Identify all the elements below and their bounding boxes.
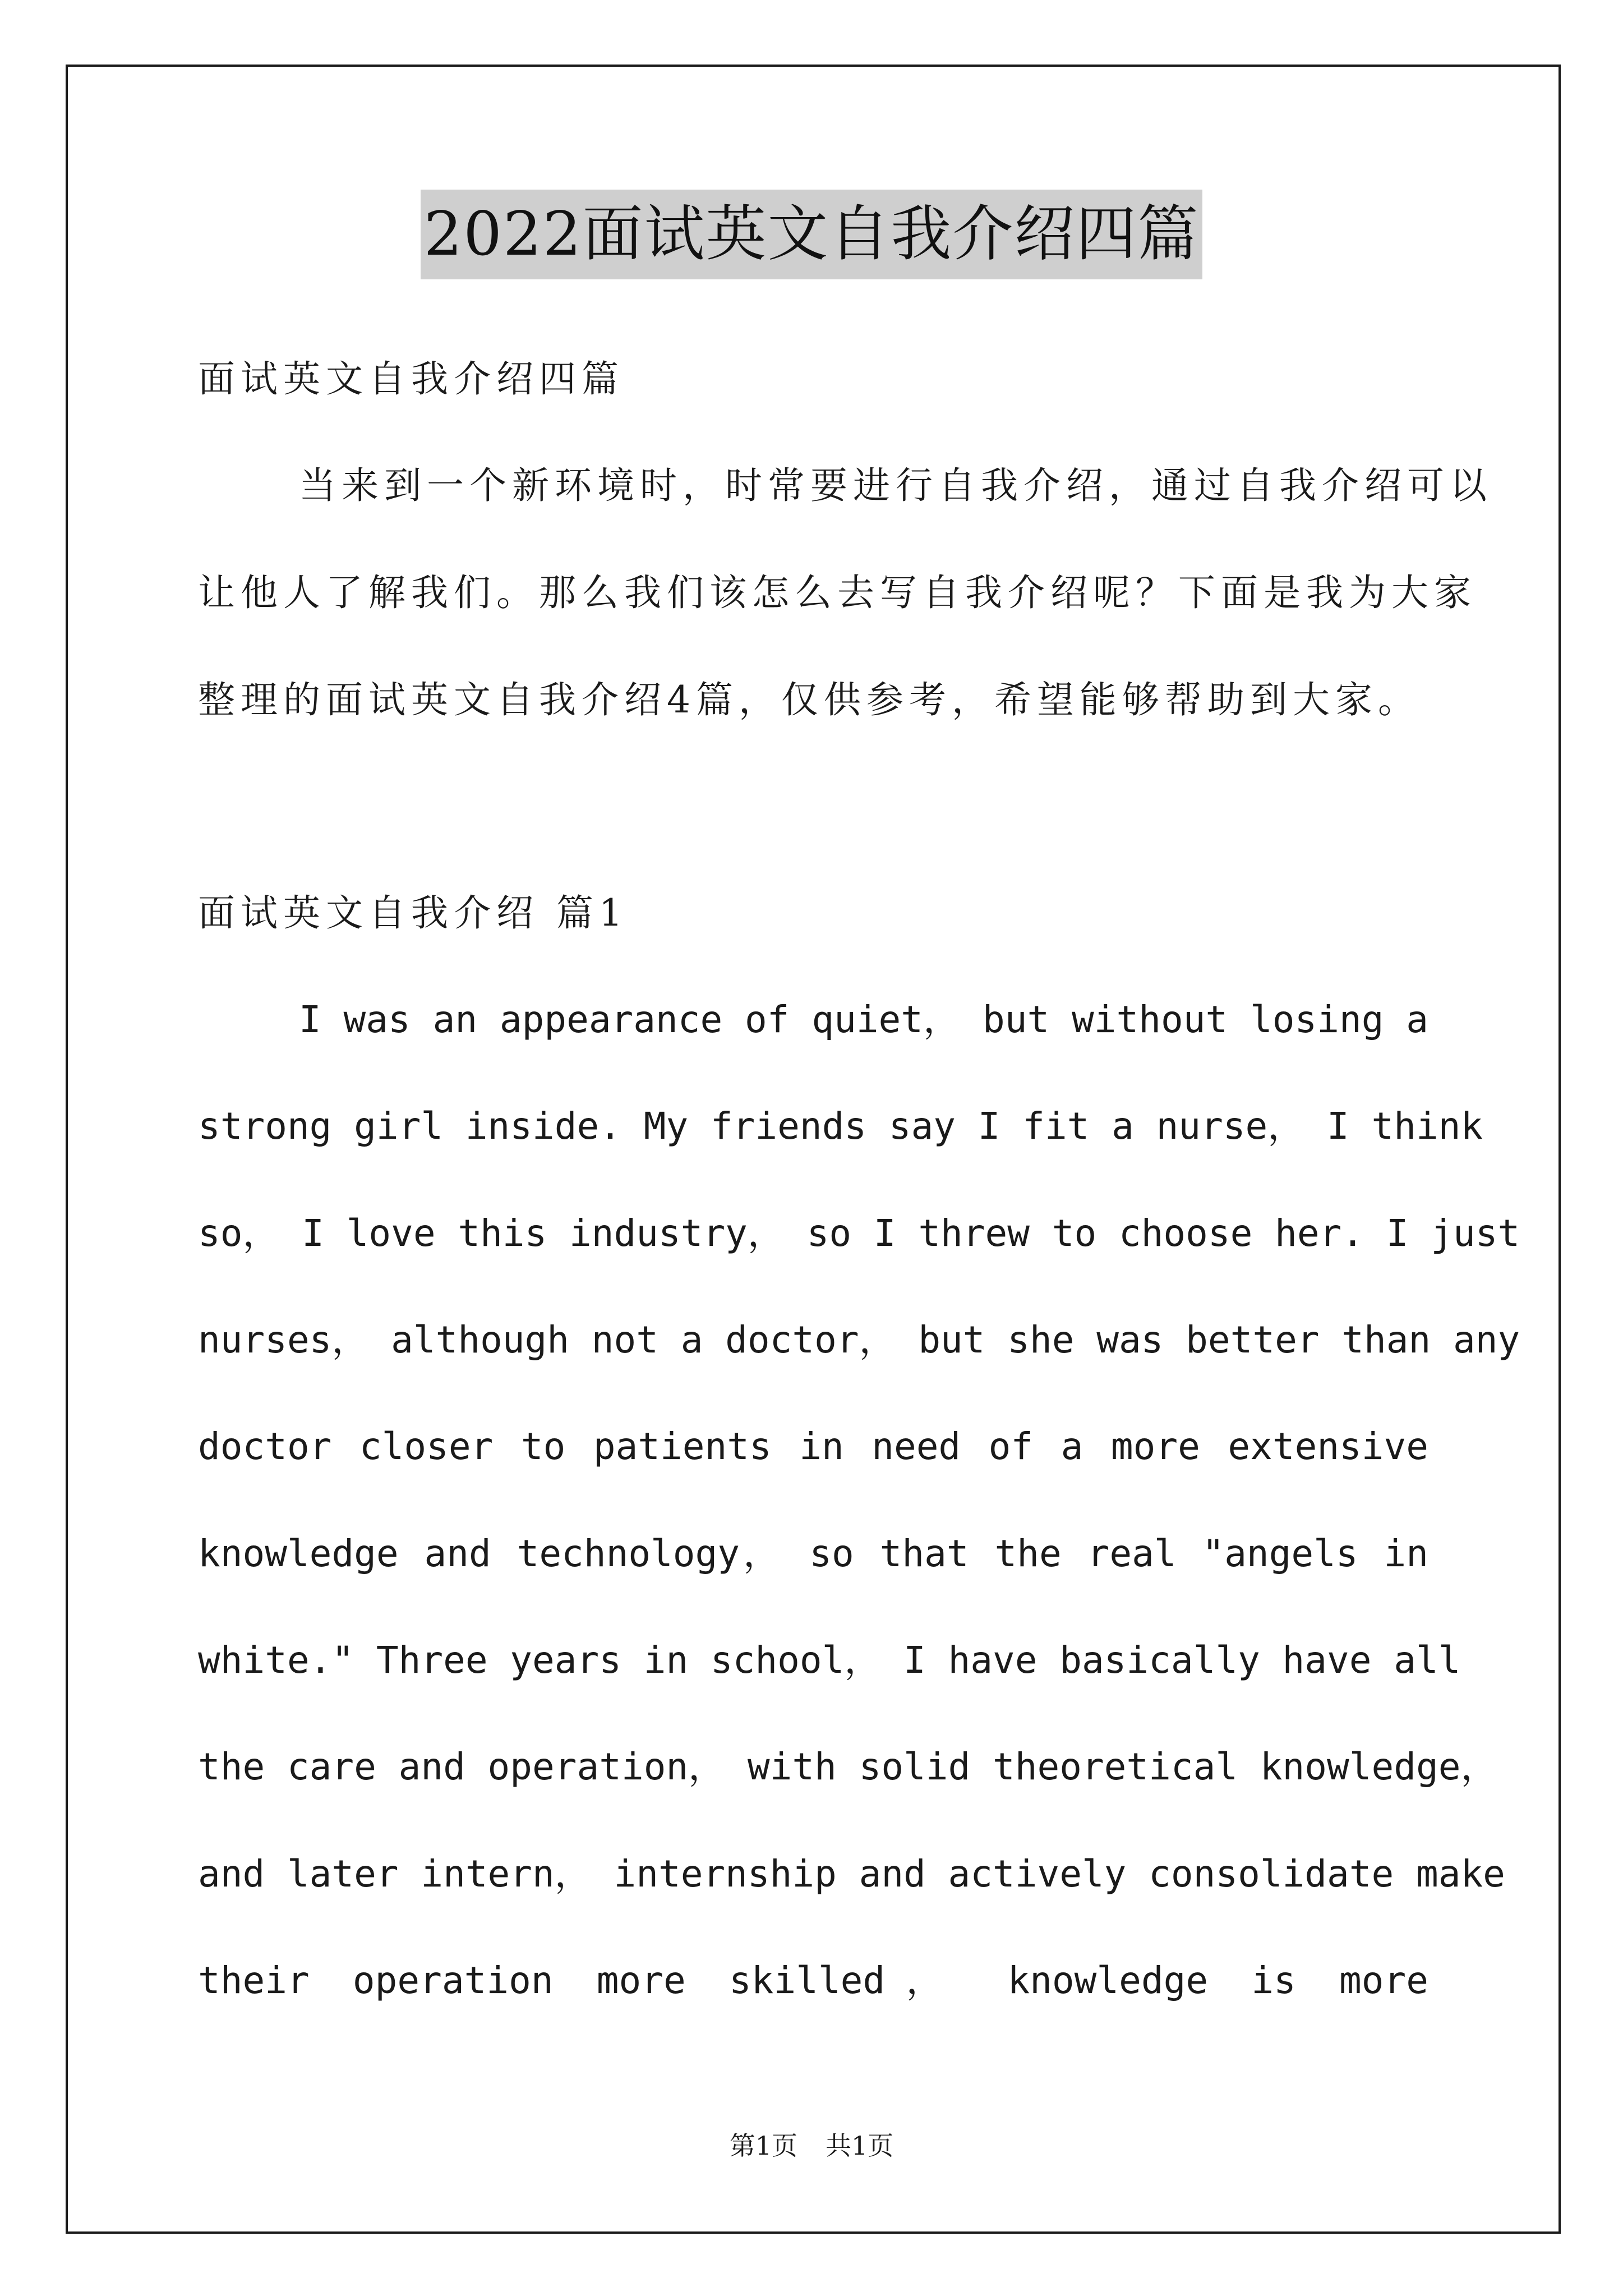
document-title[interactable]: 2022面试英文自我介绍四篇 — [421, 190, 1203, 279]
body-line-5: doctor closer to patients in need of a more extensive — [198, 1425, 1428, 1468]
subtitle: 面试英文自我介绍四篇 — [198, 357, 624, 401]
page-number: 第1页 — [729, 2131, 797, 2161]
body-line-7: white." Three years in school， I have basically have all — [198, 1639, 1461, 1682]
title-block — [0, 190, 1623, 279]
intro-line-3: 整理的面试英文自我介绍4篇，仅供参考，希望能够帮助到大家。 — [198, 678, 1421, 721]
intro-line-2: 让他人了解我们。那么我们该怎么去写自我介绍呢？下面是我为大家 — [198, 571, 1477, 614]
page-total: 共1页 — [826, 2131, 894, 2161]
body-line-10: their operation more skilled， knowledge is more — [198, 1959, 1428, 2002]
intro-line-1: 当来到一个新环境时，时常要进行自我介绍，通过自我介绍可以 — [299, 464, 1492, 507]
body-line-8: the care and operation， with solid theoretical knowledge， — [198, 1745, 1498, 1788]
body-line-2: strong girl inside. My friends say I fit a nurse， I think — [198, 1105, 1483, 1148]
body-line-9: and later intern， internship and actively consolidate make — [198, 1852, 1505, 1895]
page-footer — [0, 2126, 1623, 2165]
section-heading: 面试英文自我介绍 篇1 — [198, 891, 628, 935]
body-line-6: knowledge and technology， so that the real "angels in — [198, 1532, 1428, 1575]
body-line-3: so， I love this industry， so I threw to choose her. I just — [198, 1212, 1520, 1255]
body-line-4: nurses， although not a doctor， but she was better than any — [198, 1318, 1520, 1361]
body-line-1: I was an appearance of quiet， but without losing a — [299, 998, 1428, 1041]
